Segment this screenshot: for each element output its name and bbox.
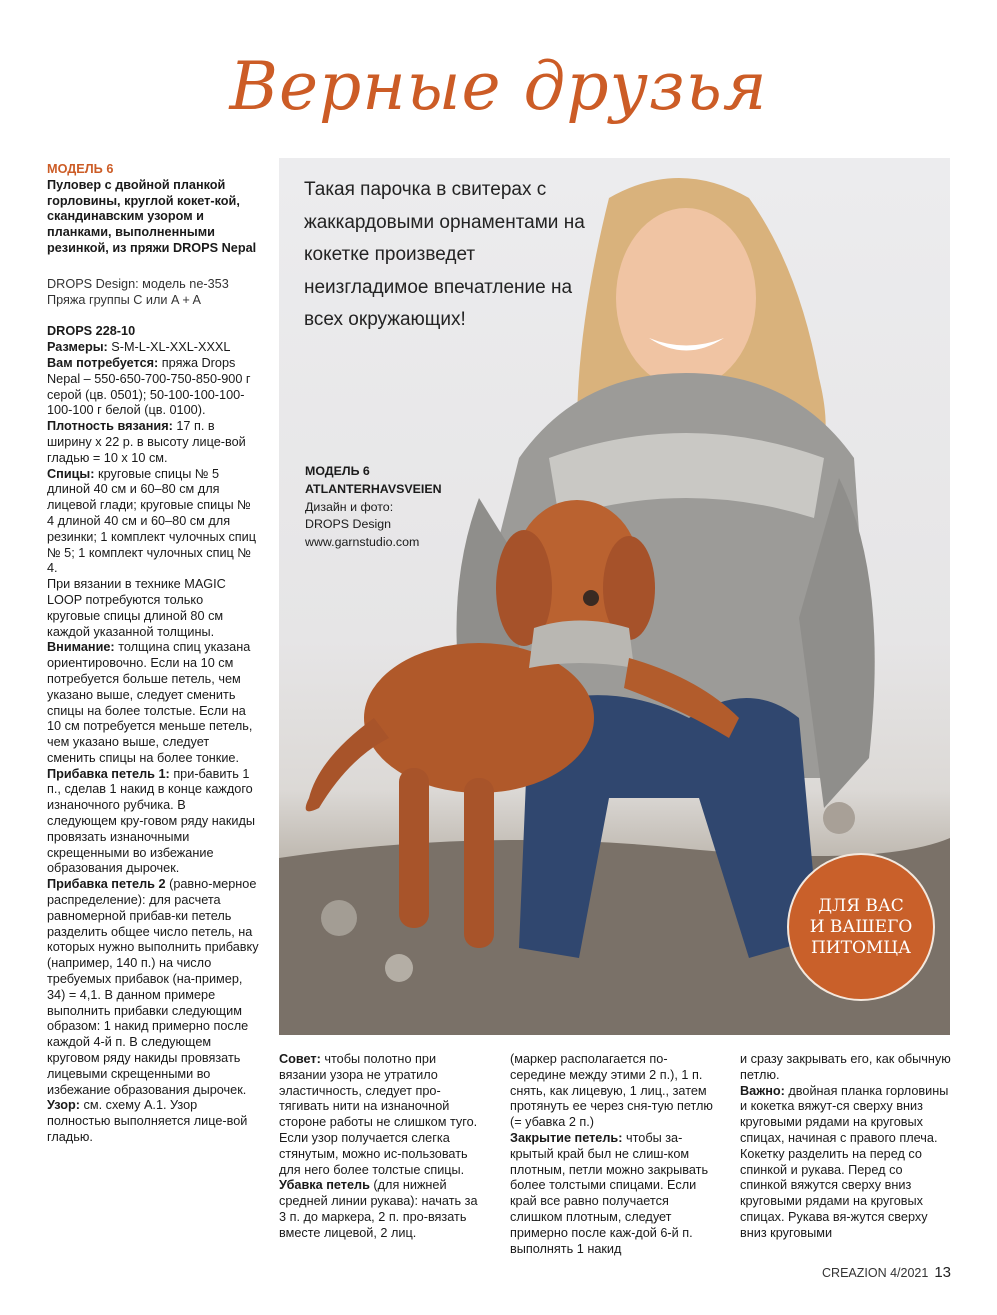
needles-label: Спицы: bbox=[47, 466, 95, 481]
page-number: 13 bbox=[934, 1264, 951, 1281]
needles-text: круговые спицы № 5 длиной 40 см и 60–80 см для лицевой глади; круговые спицы № 4 длиной 40 см и 60–80 см для резинки; 1 комплект чулочных спиц № 5; 1 комплект чулочных спиц № 4. bbox=[47, 466, 257, 576]
text-column-2 bbox=[279, 1052, 479, 1242]
face bbox=[616, 208, 756, 388]
dog-leg bbox=[464, 778, 494, 948]
text-column-4 bbox=[740, 1052, 952, 1242]
gauge bbox=[47, 419, 259, 466]
materials-text: пряжа Drops Nepal – 550-650-700-750-850-900 г серой (цв. 0501); 50-100-100-100-100-100 г белой (цв. 0100). bbox=[47, 355, 251, 418]
important-label: Важно: bbox=[740, 1083, 785, 1098]
pattern-code: DROPS 228-10 bbox=[47, 324, 136, 339]
dog-tail bbox=[306, 718, 389, 811]
dog-sweater bbox=[529, 621, 634, 669]
credit-model: МОДЕЛЬ 6 bbox=[305, 464, 370, 478]
needles bbox=[47, 467, 259, 578]
photo-credit bbox=[305, 463, 525, 552]
gauge-text: 17 п. в ширину х 22 р. в высоту лице-вой гладью = 10 х 10 см. bbox=[47, 419, 246, 465]
credit-name: ATLANTERHAVSVEIEN bbox=[305, 481, 442, 496]
attention-text: толщина спиц указана ориентировочно. Если на 10 см потребуется больше петель, чем указано выше, следует сменить спицы на более толстые. Если на 10 см потребуется меньше петель, чем указано выше, следует сменить спицы на более тонкие. bbox=[47, 640, 253, 765]
decrease-text: (для нижней средней линии рукава): начать за 3 п. до маркера, 2 п. про-вязать вместе лицевой, 2 лиц. bbox=[279, 1178, 478, 1240]
tip-text: чтобы полотно при вязании узора не утратило эластичность, следует про-тягивать нити на изнаночной стороне работы не слишком туго. Если узор получается слегка стянутым, можно ис-пользовать для него более толстые спицы. bbox=[279, 1052, 478, 1177]
page-footer bbox=[822, 1264, 951, 1281]
sizes bbox=[47, 340, 259, 356]
model-description: Пуловер с двойной планкой горловины, круглой кокет-кой, скандинавским узором и планками, выполненными резинкой, из пряжи DROPS Nepal bbox=[47, 177, 257, 255]
increase-1-text: при-бавить 1 п., сделав 1 накид в конце каждого изнаночного рубчика. В следующем кру-говом ряду накиды провязать изнаночными скрещенными во избежание образования дырочек. bbox=[47, 766, 256, 876]
magic-loop-note: При вязании в технике MAGIC LOOP потребуются только круговые спицы длиной 80 см каждой указанной толщины. bbox=[47, 577, 226, 639]
credit-design-label: Дизайн и фото: bbox=[305, 499, 394, 514]
gauge-label: Плотность вязания: bbox=[47, 419, 173, 434]
yarn-group-line: Пряжа группы C или A + A bbox=[47, 292, 202, 307]
materials bbox=[47, 356, 259, 419]
badge-line: И ВАШЕГО bbox=[809, 916, 913, 937]
sizes-text: S-M-L-XL-XXL-XXXL bbox=[111, 340, 231, 355]
pattern-text: см. схему A.1. Узор полностью выполняется лице-вой гладью. bbox=[47, 1098, 248, 1145]
pattern-label: Узор: bbox=[47, 1098, 80, 1113]
marker-paragraph: (маркер располагается по-середине между этими 2 п.), 1 п. снять, как лицевую, 1 лиц., затем протянуть ее через сня-тую петлю (= убавка 2 п.) bbox=[510, 1052, 713, 1130]
design-line: DROPS Design: модель ne-353 bbox=[47, 276, 229, 291]
decrease-label: Убавка петель bbox=[279, 1178, 370, 1193]
page-title: Верные друзья bbox=[229, 48, 768, 125]
dog-leg bbox=[399, 768, 429, 928]
materials-label: Вам потребуется: bbox=[47, 355, 159, 370]
dog-nose bbox=[583, 590, 599, 606]
increase-2 bbox=[47, 877, 259, 1098]
design-info bbox=[47, 277, 259, 309]
photo-caption: Такая парочка в свитерах с жаккардовыми орнаментами на кокетке произведет неизгладимое впечатление на всех окружающих! bbox=[304, 179, 585, 330]
increase-2-label: Прибавка петель 2 bbox=[47, 877, 166, 892]
increase-1-label: Прибавка петель 1: bbox=[47, 766, 170, 781]
photo-woman-with-dog bbox=[279, 158, 950, 1035]
bindoff-text: чтобы за-крытый край был не слиш-ком плотным, петли можно закрывать более толстыми спицами. Если край все равно получается слишком плотным, следует примерно после каж-дой 6-й п. выполнять 1 накид bbox=[510, 1130, 709, 1256]
stone bbox=[385, 954, 413, 982]
attention-label: Внимание: bbox=[47, 640, 115, 655]
credit-url: www.garnstudio.com bbox=[305, 535, 420, 550]
tip-label: Совет: bbox=[279, 1052, 321, 1066]
dog-body bbox=[364, 643, 594, 793]
increase-2-text: (равно-мерное распределение): для расчета равномерной прибав-ки петель разделить общее число петель, на которых нужно выполнить прибавку (например, 140 п.) на число требуемых прибавок (на-пример, 34) = 4,1. В данном примере выполнить прибавки следующим образом: 1 накид примерно после каждой 4-й п. В следующем круговом ряду накиды провязать лицевыми скрещенными во избежание образования дырочек. bbox=[47, 877, 259, 1097]
important-paragraph bbox=[740, 1084, 952, 1242]
sizes-label: Размеры: bbox=[47, 340, 108, 355]
continuation-paragraph: и сразу закрывать его, как обычную петлю. bbox=[740, 1052, 951, 1082]
decrease-paragraph bbox=[279, 1178, 479, 1241]
increase-1 bbox=[47, 767, 259, 878]
stone bbox=[823, 802, 855, 834]
magazine-issue: CREAZION 4/2021 bbox=[822, 1266, 929, 1280]
model-label: МОДЕЛЬ 6 bbox=[47, 162, 114, 176]
stone bbox=[321, 900, 357, 936]
pattern-note bbox=[47, 1098, 259, 1145]
credit-brand: DROPS Design bbox=[305, 517, 392, 532]
attention-note bbox=[47, 640, 259, 766]
badge-line: ПИТОМЦА bbox=[810, 937, 912, 958]
pattern-intro-column bbox=[47, 162, 259, 1146]
bindoff-label: Закрытие петель: bbox=[510, 1130, 623, 1145]
pet-badge bbox=[787, 853, 935, 1001]
bindoff-paragraph bbox=[510, 1131, 720, 1257]
tip-paragraph bbox=[279, 1052, 479, 1178]
badge-line: ДЛЯ ВАС bbox=[818, 895, 904, 916]
important-text: двойная планка горловины и кокетка вяжут-ся сверху вниз круговыми рядами на круговых спицах, начиная с правого плеча. Кокетку разделить на перед со спинкой и рукава. Перед со спинкой вяжутся сверху вниз круговыми рядами на круговых спицах. Рукава вя-жутся сверху вниз круговыми bbox=[740, 1083, 949, 1240]
text-column-3 bbox=[510, 1052, 720, 1257]
